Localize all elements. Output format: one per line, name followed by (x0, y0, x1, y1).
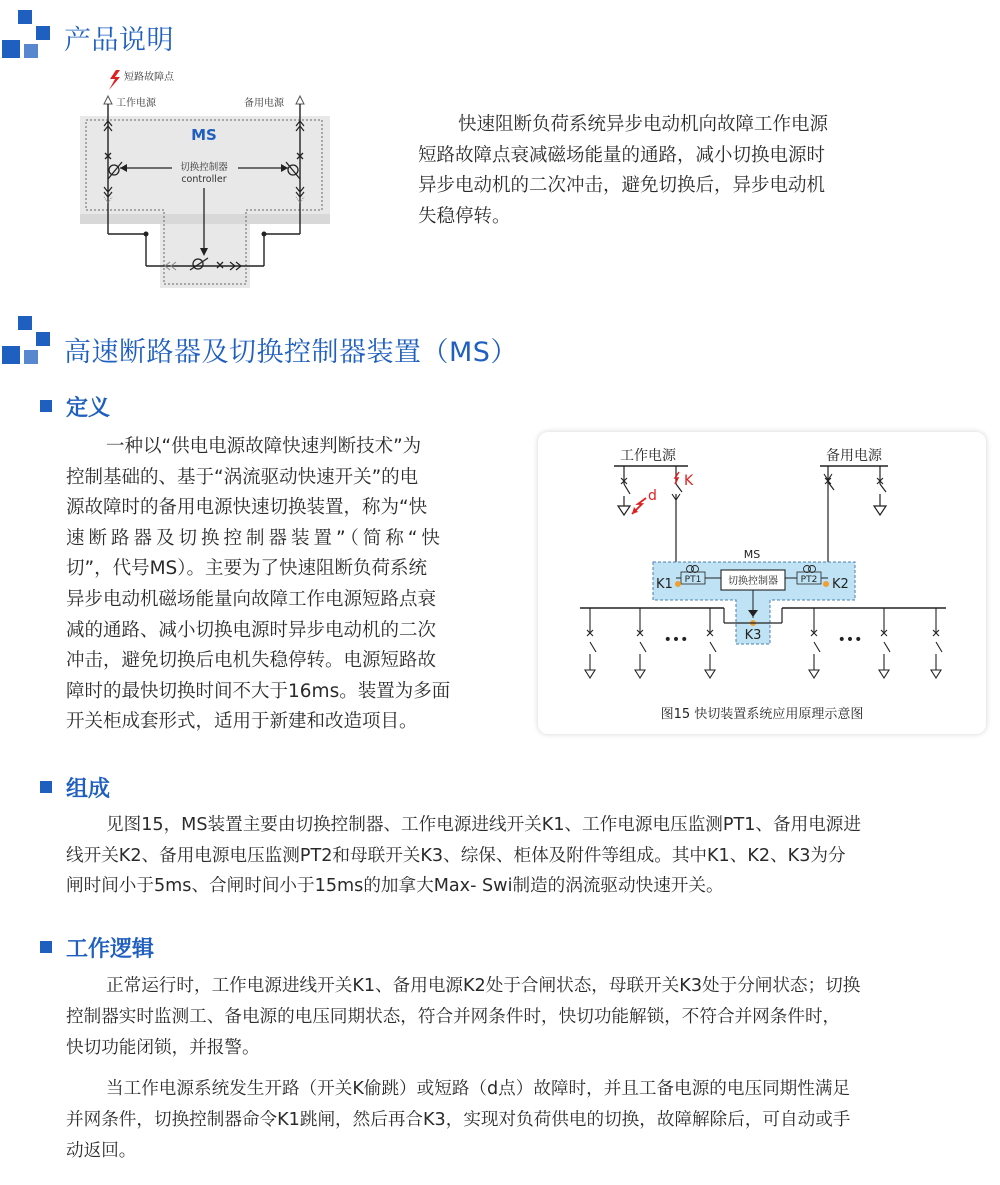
definition-line: 速断路器及切换控制器装置”（简称“快 (66, 527, 444, 549)
definition-line: 一种以“供电电源故障快速判断技术”为 (106, 436, 422, 457)
logic-paragraph-2 (66, 1074, 996, 1167)
intro-line: 异步电动机的二次冲击，避免切换后，异步电动机 (418, 175, 826, 196)
bullet-square-icon (40, 941, 52, 953)
controller-cn-label: 切换控制器 (180, 162, 228, 173)
bullet-square-icon (40, 781, 52, 793)
intro-line: 快速阻断负荷系统异步电动机向故障工作电源 (458, 114, 829, 135)
intro-paragraph (418, 110, 918, 232)
logic-line: 快切功能闭锁，并报警。 (66, 1038, 260, 1058)
logic-line: 动返回。 (66, 1141, 137, 1161)
work-source-label: 工作电源 (116, 98, 156, 109)
subsection-title: 组成 (66, 777, 111, 802)
definition-line: 障时的最快切换时间不大于16ms。装置为多面 (66, 680, 451, 702)
k3-label: K3 (744, 628, 762, 643)
logic-line: 当工作电源系统发生开路（开关K偷跳）或短路（d点）故障时，并且工备电源的电压同期性满足 (106, 1079, 851, 1099)
definition-line: 开关柜成套形式，适用于新建和改造项目。 (66, 711, 418, 733)
section-header-ms (0, 316, 600, 366)
pt1-label: PT1 (684, 575, 702, 585)
logic-paragraph-1 (66, 971, 996, 1064)
brand-squares-icon (0, 316, 52, 368)
composition-line: 见图15，MS装置主要由切换控制器、工作电源进线开关K1、工作电源电压监测PT1、备用电源进 (106, 815, 861, 835)
logic-line: 控制器实时监测工、备电源的电压同期状态，符合并网条件时，快切功能解锁，不符合并网条件时， (66, 1007, 841, 1027)
figure-15-card (538, 432, 986, 734)
fig2-backup-source: 备用电源 (826, 448, 882, 464)
definition-line: 冲击，避免切换后电机失稳停转。电源短路故 (66, 650, 437, 672)
definition-line: 减的通路、减小切换电源时异步电动机的二次 (66, 619, 437, 641)
feeder-ellipsis: ••• (663, 632, 689, 648)
k2-label: K2 (832, 577, 849, 592)
fault-label: 短路故障点 (124, 72, 174, 83)
lightning-icon (109, 70, 120, 90)
figure-caption: 图15 快切装置系统应用原理示意图 (660, 707, 864, 722)
definition-line: 源故障时的备用电源快速切换装置，称为“快 (66, 497, 428, 519)
k1-label: K1 (656, 577, 673, 592)
backup-source-label: 备用电源 (244, 98, 284, 109)
section-header-product (0, 10, 300, 60)
intro-line: 失稳停转。 (418, 205, 511, 227)
brand-squares-icon (0, 10, 52, 62)
ms-label: MS (191, 126, 217, 144)
ms-box-label: MS (743, 548, 761, 561)
composition-paragraph (66, 810, 996, 902)
controller-en-label: controller (181, 174, 227, 185)
section-title: 产品说明 (64, 25, 174, 56)
subsection-title: 定义 (66, 396, 111, 421)
pt2-label: PT2 (800, 575, 818, 585)
ms-schematic-figure (80, 64, 330, 292)
composition-line: 闸时间小于5ms、合闸时间小于15ms的加拿大Max- Swi制造的涡流驱动快速开关。 (66, 876, 724, 896)
composition-line: 线开关K2、备用电源电压监测PT2和母联开关K3、综保、柜体及附件等组成。其中K1、K2、K3为分 (66, 845, 846, 866)
definition-line: 异步电动机磁场能量向故障工作电源短路点衰 (66, 588, 437, 610)
fault-d-label: d (648, 488, 657, 504)
fig2-work-source: 工作电源 (620, 448, 676, 464)
k-label: K (684, 473, 694, 489)
subsection-title: 工作逻辑 (66, 937, 155, 962)
definition-paragraph (66, 432, 506, 738)
logic-line: 并网条件，切换控制器命令K1跳闸，然后再合K3，实现对负荷供电的切换，故障解除后，可自动或手 (66, 1110, 851, 1130)
feeder-ellipsis: ••• (837, 632, 863, 648)
section-title: 高速断路器及切换控制器装置（MS） (64, 337, 518, 368)
definition-line: 控制基础的、基于“涡流驱动快速开关”的电 (66, 466, 419, 488)
logic-line: 正常运行时，工作电源进线开关K1、备用电源K2处于合闸状态，母联开关K3处于分闸状态；切换 (106, 976, 861, 996)
definition-line: 切”，代号MS）。主要为了快速阻断负荷系统 (66, 558, 428, 580)
intro-line: 短路故障点衰减磁场能量的通路，减小切换电源时 (418, 144, 826, 166)
bullet-square-icon (40, 400, 52, 412)
controller-label: 切换控制器 (728, 576, 778, 587)
